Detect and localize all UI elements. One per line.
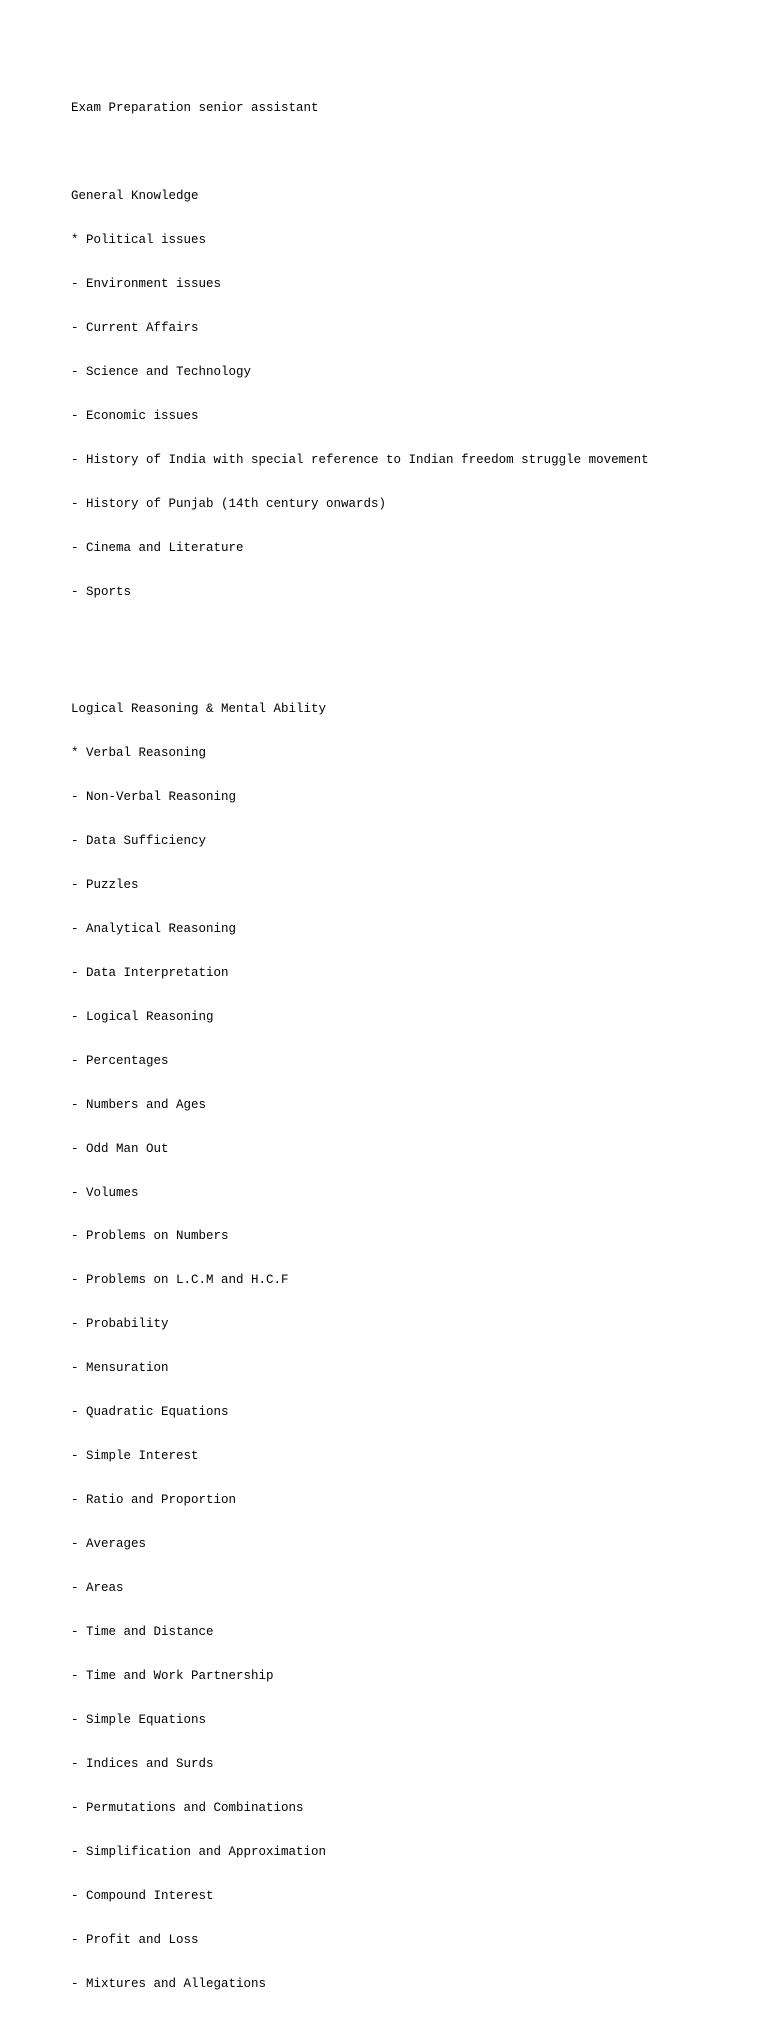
list-item: * Political issues (71, 233, 207, 248)
list-item: - Science and Technology (71, 365, 252, 380)
list-item: - Environment issues (71, 277, 222, 292)
list-item: * Verbal Reasoning (71, 746, 207, 760)
list-item: - Volumes (71, 1185, 139, 1200)
list-item: - Numbers and Ages (71, 1097, 207, 1112)
section-logical-reasoning (71, 673, 751, 2021)
list-item: - Percentages (71, 1053, 169, 1068)
list-item: - Quadratic Equations (71, 1405, 229, 1420)
document-title: Exam Preparation senior assistant (71, 101, 319, 116)
list-item: - Time and Distance (71, 1625, 214, 1640)
list-item: - Compound Interest (71, 1888, 214, 1903)
list-item: - Permutations and Combinations (71, 1800, 304, 1815)
list-item: - Economic issues (71, 409, 199, 423)
list-item: - Areas (71, 1581, 124, 1596)
list-item: - Current Affairs (71, 321, 199, 336)
list-item: - Data Interpretation (71, 965, 229, 980)
list-item: - History of Punjab (14th century onwards) (71, 496, 387, 511)
list-item: - Simplification and Approximation (71, 1844, 327, 1859)
list-item: - Data Sufficiency (71, 833, 207, 848)
list-item: - Problems on L.C.M and H.C.F (71, 1273, 289, 1288)
section-heading: General Knowledge (71, 189, 199, 204)
list-item: - Profit and Loss (71, 1932, 199, 1947)
list-item: - History of India with special reference to Indian freedom struggle movement (71, 452, 649, 467)
list-item: - Odd Man Out (71, 1141, 169, 1156)
list-item: - Probability (71, 1317, 169, 1332)
list-item: - Ratio and Proportion (71, 1493, 237, 1508)
list-item: - Cinema and Literature (71, 540, 244, 555)
list-item: - Mensuration (71, 1361, 169, 1376)
list-item: - Puzzles (71, 877, 139, 892)
list-item: - Sports (71, 584, 132, 599)
section-heading: Logical Reasoning & Mental Ability (71, 702, 327, 717)
document-page (71, 72, 751, 2035)
list-item: - Analytical Reasoning (71, 921, 237, 936)
list-item: - Problems on Numbers (71, 1229, 229, 1244)
list-item: - Simple Equations (71, 1712, 207, 1727)
list-item: - Mixtures and Allegations (71, 1976, 267, 1991)
list-item: - Non-Verbal Reasoning (71, 789, 237, 804)
list-item: - Simple Interest (71, 1449, 199, 1464)
list-item: - Averages (71, 1537, 147, 1552)
section-general-knowledge (71, 160, 751, 629)
list-item: - Indices and Surds (71, 1756, 214, 1771)
list-item: - Logical Reasoning (71, 1009, 214, 1024)
list-item: - Time and Work Partnership (71, 1669, 274, 1684)
